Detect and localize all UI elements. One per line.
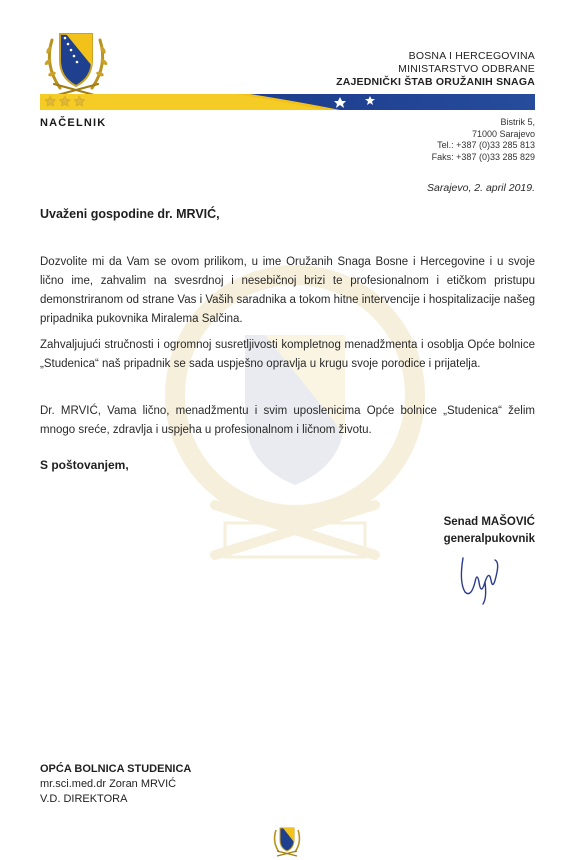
org-country: BOSNA I HERCEGOVINA — [408, 50, 535, 62]
paragraph-1: Dozvolite mi da Vam se ovom prilikom, u ime Oružanih Snaga Bosne i Hercegovine i u svoje lično ime, zahvalim na svesrdnoj i nesebičnoj brizi te profesionalnom i etičkom pristupu demonstriranom od strane Vas i Vaših saradnika a tokom hitne intervencije i hospitalizacije našeg pripadnika pukovnika Miralema Salčina. — [40, 256, 535, 325]
recipient-role: V.D. DIREKTORA — [40, 793, 128, 805]
signer-name: Senad MAŠOVIĆ — [443, 516, 535, 528]
handwritten-signature — [455, 552, 505, 607]
address-street: Bistrik 5, — [500, 117, 535, 127]
salutation: Uvaženi gospodine dr. MRVIĆ, — [40, 207, 220, 221]
flag-band — [40, 94, 535, 110]
paragraph-2: Zahvaljujući stručnosti i ogromnoj susretljivosti kompletnog menadžmenta i osoblja Opće bolnice „Studenica“ naš pripadnik se sada uspješno opravlja u krugu svoje porodice i prijatelja. — [40, 339, 535, 370]
recipient-block — [40, 762, 191, 807]
address-fax: Faks: +387 (0)33 285 829 — [431, 151, 535, 162]
header-organization — [336, 50, 535, 89]
office-title: NAČELNIK — [40, 117, 107, 129]
org-ministry: MINISTARSTVO ODBRANE — [398, 63, 535, 75]
letter-date: Sarajevo, 2. april 2019. — [427, 182, 535, 194]
org-staff: ZAJEDNIČKI ŠTAB ORUŽANIH SNAGA — [336, 76, 535, 88]
recipient-person: mr.sci.med.dr Zoran MRVIĆ — [40, 778, 177, 790]
footer-emblem — [270, 822, 304, 858]
closing: S poštovanjem, — [40, 458, 129, 472]
armed-forces-emblem — [40, 20, 112, 102]
paragraph-3: Dr. MRVIĆ, Vama lično, menadžmentu i svim uposlenicima Opće bolnice „Studenica“ želim mnogo sreće, zdravlja i uspjeha u profesionalnom i ličnom životu. — [40, 405, 535, 436]
recipient-institution: OPĆA BOLNICA STUDENICA — [40, 763, 192, 775]
general-rank-stars: ★★★ — [44, 93, 88, 109]
address-block — [432, 117, 535, 163]
signer-rank: generalpukovnik — [443, 533, 535, 545]
address-tel: Tel.: +387 (0)33 285 813 — [437, 140, 535, 150]
address-city: 71000 Sarajevo — [471, 128, 535, 139]
signer-block — [444, 514, 535, 548]
